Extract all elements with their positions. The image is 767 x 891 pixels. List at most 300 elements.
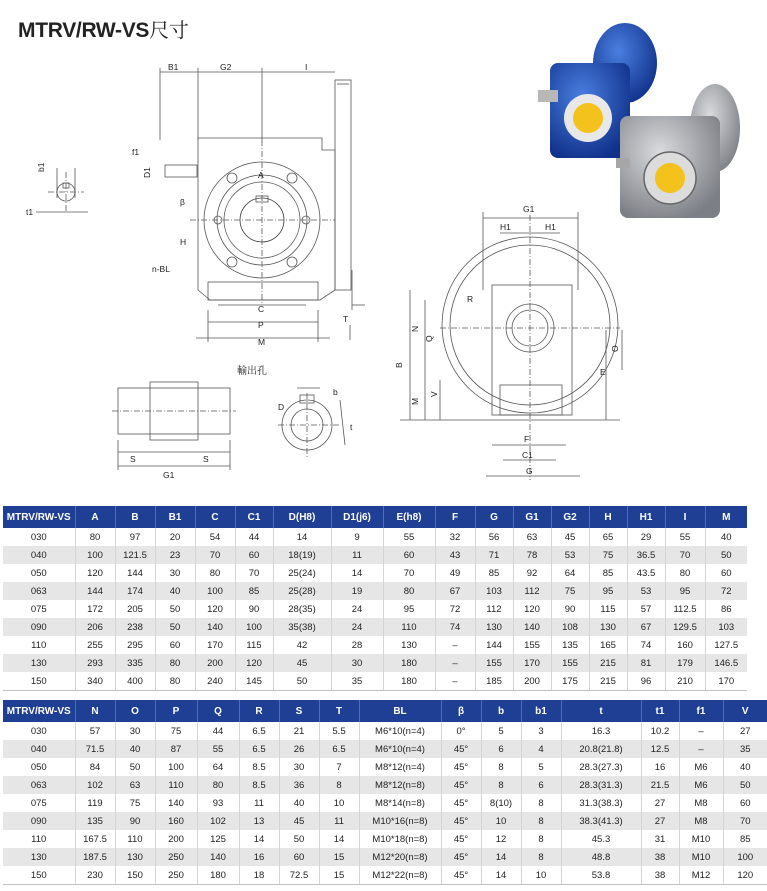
table-cell: 45° (441, 740, 481, 758)
table-cell: 8(10) (481, 794, 521, 812)
table-cell: 74 (435, 618, 475, 636)
label-beta: β (180, 197, 185, 207)
table-cell: 108 (551, 618, 589, 636)
table-cell: 050 (3, 564, 75, 582)
table-cell: 80 (155, 672, 195, 691)
table-cell: 80 (197, 776, 239, 794)
table-cell: 95 (589, 582, 627, 600)
table-cell: 44 (197, 722, 239, 740)
table-cell: 130 (589, 618, 627, 636)
column-header: N (75, 700, 115, 722)
table-cell: 55 (665, 528, 705, 546)
table-cell: 50 (155, 618, 195, 636)
table-cell: 14 (273, 528, 331, 546)
table-cell: 72 (435, 600, 475, 618)
label-n-BL: n-BL (152, 264, 170, 274)
label-P: P (258, 320, 264, 330)
column-header: R (239, 700, 279, 722)
table-cell: 45° (441, 866, 481, 885)
table-cell: 102 (197, 812, 239, 830)
table-cell: 15 (319, 848, 359, 866)
label-I: I (305, 62, 308, 72)
table-cell: 49 (435, 564, 475, 582)
table-cell: 45 (273, 654, 331, 672)
table-cell: 100 (235, 618, 273, 636)
table-cell: 53 (627, 582, 665, 600)
table-cell: 8.5 (239, 776, 279, 794)
table-row (3, 722, 767, 740)
table-cell: 14 (331, 564, 383, 582)
table-cell: 090 (3, 812, 75, 830)
table-cell: 179 (665, 654, 705, 672)
label-A: A (258, 170, 264, 180)
table-cell: 180 (383, 654, 435, 672)
table-cell: 100 (155, 758, 197, 776)
table-row (3, 672, 747, 691)
table-row (3, 600, 747, 618)
table-cell: 250 (155, 866, 197, 885)
table-cell: 71 (475, 546, 513, 564)
table-cell: 129.5 (665, 618, 705, 636)
column-header: B1 (155, 506, 195, 528)
table-cell: 45° (441, 830, 481, 848)
table-cell: 102 (75, 776, 115, 794)
table-cell: 56 (475, 528, 513, 546)
column-header: P (155, 700, 197, 722)
table-cell: 10.2 (641, 722, 679, 740)
table-cell: M12*22(n=8) (359, 866, 441, 885)
table-cell: 67 (627, 618, 665, 636)
label-b1: b1 (36, 162, 46, 172)
table-cell: 335 (115, 654, 155, 672)
table-cell: 155 (475, 654, 513, 672)
table-cell: M12 (679, 866, 723, 885)
table-cell: – (679, 740, 723, 758)
table-row (3, 848, 767, 866)
label-f1: f1 (132, 147, 140, 157)
page-title: MTRV/RW-VS尺寸 (18, 18, 189, 42)
label-B1: B1 (168, 62, 179, 72)
table-cell: 130 (115, 848, 155, 866)
column-header: MTRV/RW-VS (3, 700, 75, 722)
table-cell: 90 (235, 600, 273, 618)
table-row (3, 546, 747, 564)
input-shaft-section (36, 168, 88, 212)
table-cell: 50 (115, 758, 155, 776)
column-header: G1 (513, 506, 551, 528)
front-view-drawing (400, 212, 622, 480)
column-header: G2 (551, 506, 589, 528)
table-cell: 10 (481, 812, 521, 830)
column-header: t1 (641, 700, 679, 722)
table-cell: 11 (319, 812, 359, 830)
table-cell: 23 (155, 546, 195, 564)
table-cell: 44 (235, 528, 273, 546)
table-cell: 38.3(41.3) (561, 812, 641, 830)
table-cell: 100 (75, 546, 115, 564)
table-cell: M8*12(n=8) (359, 776, 441, 794)
table-cell: 040 (3, 546, 75, 564)
table-cell: 125 (197, 830, 239, 848)
table-cell: 72 (705, 582, 747, 600)
table-cell: 35 (723, 740, 767, 758)
label-H1-left: H1 (500, 222, 511, 232)
table-cell: M10 (679, 830, 723, 848)
label-E: E (600, 367, 606, 377)
column-header: O (115, 700, 155, 722)
table-cell: 030 (3, 722, 75, 740)
table-cell: 27 (641, 794, 679, 812)
table-cell: 87 (155, 740, 197, 758)
table-row (3, 794, 767, 812)
column-header: S (279, 700, 319, 722)
table-cell: 170 (705, 672, 747, 691)
table-cell: 21 (279, 722, 319, 740)
table-cell: 93 (197, 794, 239, 812)
table-cell: 54 (195, 528, 235, 546)
table-cell: M10*16(n=8) (359, 812, 441, 830)
table-cell: 84 (75, 758, 115, 776)
table-cell: M10 (679, 848, 723, 866)
table-cell: 90 (551, 600, 589, 618)
table-cell: M8 (679, 812, 723, 830)
table-cell: 57 (627, 600, 665, 618)
table-cell: 14 (481, 866, 521, 885)
column-header: M (705, 506, 747, 528)
table-cell: 24 (331, 600, 383, 618)
table-cell: 130 (383, 636, 435, 654)
table-cell: 29 (627, 528, 665, 546)
label-H: H (180, 237, 187, 247)
table-cell: 45 (551, 528, 589, 546)
column-header: C (195, 506, 235, 528)
table-cell: 160 (665, 636, 705, 654)
table-row (3, 582, 747, 600)
table-row (3, 636, 747, 654)
table-cell: 60 (235, 546, 273, 564)
table-cell: M8 (679, 794, 723, 812)
column-header: C1 (235, 506, 273, 528)
table-cell: 35 (331, 672, 383, 691)
table-cell: 81 (627, 654, 665, 672)
table-cell: 6.5 (319, 740, 359, 758)
table-row (3, 776, 767, 794)
table-cell: 70 (383, 564, 435, 582)
table-cell: M8*12(n=4) (359, 758, 441, 776)
table-cell: 127.5 (714, 639, 739, 651)
table-cell: 110 (383, 618, 435, 636)
table-cell: 85 (475, 564, 513, 582)
table-cell: 50 (155, 600, 195, 618)
label-V: V (429, 391, 439, 397)
column-header: D1(j6) (331, 506, 383, 528)
column-header: t (561, 700, 641, 722)
table-cell: 5 (481, 722, 521, 740)
table-cell: 205 (115, 600, 155, 618)
table-cell: 150 (3, 672, 75, 691)
table-cell: 250 (155, 848, 197, 866)
table-cell: 35(38) (273, 618, 331, 636)
table-cell: 11 (239, 794, 279, 812)
table-cell: M10*18(n=8) (359, 830, 441, 848)
table-cell: 31.3(38.3) (561, 794, 641, 812)
label-H1-right: H1 (545, 222, 556, 232)
label-C: C (258, 304, 265, 314)
label-C1: C1 (522, 450, 533, 460)
table-cell: 030 (3, 528, 75, 546)
table-cell: 45.3 (561, 830, 641, 848)
table-row (3, 812, 767, 830)
table-cell: 31 (641, 830, 679, 848)
table-cell: 145 (235, 672, 273, 691)
table-cell: 040 (3, 740, 75, 758)
table-cell: 140 (195, 618, 235, 636)
table-cell: 50 (279, 830, 319, 848)
table-cell: 180 (197, 866, 239, 885)
label-t1: t1 (26, 207, 34, 217)
table-cell: 120 (195, 600, 235, 618)
table-cell: 38 (641, 848, 679, 866)
table-cell: 45 (279, 812, 319, 830)
table-cell: 8 (521, 830, 561, 848)
table-cell: 6 (521, 776, 561, 794)
table-cell: – (435, 672, 475, 691)
table-cell: 119 (75, 794, 115, 812)
table-cell: 55 (383, 528, 435, 546)
label-G1-top: G1 (523, 204, 535, 214)
table-cell: 400 (115, 672, 155, 691)
table-cell: 92 (513, 564, 551, 582)
table-cell: 170 (513, 654, 551, 672)
column-header: V (723, 700, 767, 722)
table-cell: 140 (513, 618, 551, 636)
label-output-hole: 輸出孔 (237, 366, 267, 377)
table-cell: 70 (665, 546, 705, 564)
table-cell: 103 (475, 582, 513, 600)
table-cell: 42 (273, 636, 331, 654)
table-cell: 112 (475, 600, 513, 618)
table-cell: 63 (115, 776, 155, 794)
table-cell: 295 (115, 636, 155, 654)
table-cell: 121.5 (115, 546, 155, 564)
table-cell: 78 (513, 546, 551, 564)
table-cell: 150 (115, 866, 155, 885)
column-header: G (475, 506, 513, 528)
table-cell: 200 (195, 654, 235, 672)
table-cell: 64 (551, 564, 589, 582)
table-cell: 75 (155, 722, 197, 740)
table-cell: 74 (627, 636, 665, 654)
table-cell: 60 (155, 636, 195, 654)
table-cell: 60 (383, 546, 435, 564)
table-row (3, 654, 747, 672)
table-cell: 20.8(21.8) (561, 740, 641, 758)
table-cell: 55 (197, 740, 239, 758)
table-cell: M6 (679, 758, 723, 776)
table-cell: 144 (475, 636, 513, 654)
label-t: t (350, 422, 353, 432)
table-cell: 80 (195, 564, 235, 582)
table-cell: 8.5 (239, 758, 279, 776)
table-cell: 50 (273, 672, 331, 691)
table-cell: M8*14(n=8) (359, 794, 441, 812)
table-cell: 28 (331, 636, 383, 654)
table-cell: 95 (383, 600, 435, 618)
table-cell: 32 (435, 528, 475, 546)
label-R: R (467, 294, 474, 304)
table-cell: 75 (551, 582, 589, 600)
table-cell: 80 (75, 528, 115, 546)
table-cell: 110 (115, 830, 155, 848)
table-cell: 80 (155, 654, 195, 672)
table-cell: 185 (475, 672, 513, 691)
table-cell: 155 (513, 636, 551, 654)
table-cell: 97 (115, 528, 155, 546)
column-header: MTRV/RW-VS (3, 506, 75, 528)
table-cell: 7 (319, 758, 359, 776)
label-O: O (610, 345, 620, 352)
table-row (3, 618, 747, 636)
table-cell: 14 (481, 848, 521, 866)
table-cell: 70 (195, 546, 235, 564)
table-cell: – (435, 654, 475, 672)
table-cell: 65 (589, 528, 627, 546)
table-cell: 167.5 (75, 830, 115, 848)
table-cell: 72.5 (279, 866, 319, 885)
table-cell: 85 (589, 564, 627, 582)
table-cell: 36 (279, 776, 319, 794)
table-cell: 67 (435, 582, 475, 600)
table-cell: – (679, 722, 723, 740)
table-cell: 85 (235, 582, 273, 600)
table-cell: 57 (75, 722, 115, 740)
table-cell: 13 (239, 812, 279, 830)
table-cell: 28.3(27.3) (561, 758, 641, 776)
column-header: A (75, 506, 115, 528)
table-cell: 24 (331, 618, 383, 636)
table-cell: 75 (115, 794, 155, 812)
table-cell: 53.8 (561, 866, 641, 885)
table-cell: 144 (115, 564, 155, 582)
table-cell: 150 (3, 866, 75, 885)
table-cell: 16 (239, 848, 279, 866)
table-cell: 075 (3, 794, 75, 812)
table-row (3, 528, 747, 546)
output-hole-drawing (112, 382, 345, 470)
table-cell: 6.5 (239, 722, 279, 740)
table-cell: 112 (513, 582, 551, 600)
table-cell: 8 (481, 758, 521, 776)
table-cell: 80 (383, 582, 435, 600)
table-cell: 70 (235, 564, 273, 582)
table-cell: M6 (679, 776, 723, 794)
table-cell: 135 (551, 636, 589, 654)
table-cell: 8 (481, 776, 521, 794)
table-cell: 144 (75, 582, 115, 600)
table-cell: 71.5 (75, 740, 115, 758)
column-header: H1 (627, 506, 665, 528)
table-cell: 255 (75, 636, 115, 654)
table-cell: 160 (155, 812, 197, 830)
table-cell: – (435, 636, 475, 654)
table-cell: 25(24) (273, 564, 331, 582)
table-cell: 60 (720, 567, 732, 579)
table-cell: 25(28) (273, 582, 331, 600)
table-row (3, 740, 767, 758)
table-cell: 187.5 (75, 848, 115, 866)
table-cell: 75 (589, 546, 627, 564)
table-cell: 45° (441, 848, 481, 866)
label-S-right: S (203, 454, 209, 464)
table-cell: 120 (513, 600, 551, 618)
label-Q: Q (424, 335, 434, 342)
table-cell: 110 (155, 776, 197, 794)
table-cell: 40 (155, 582, 195, 600)
table-cell: 8 (521, 794, 561, 812)
table-cell: 8 (521, 848, 561, 866)
table-cell: 86 (720, 603, 732, 615)
table-cell: 5 (521, 758, 561, 776)
table-cell: 43.5 (627, 564, 665, 582)
side-view-drawing (160, 68, 365, 342)
column-header: D(H8) (273, 506, 331, 528)
table-cell: 14 (239, 830, 279, 848)
table-cell: 10 (521, 866, 561, 885)
table-cell: 45° (441, 794, 481, 812)
table-cell: 16 (641, 758, 679, 776)
column-header: b (481, 700, 521, 722)
table-cell: 240 (195, 672, 235, 691)
label-G1-bottom: G1 (163, 470, 175, 480)
column-header: T (319, 700, 359, 722)
table-cell: 200 (513, 672, 551, 691)
table-cell: 180 (383, 672, 435, 691)
label-F: F (524, 434, 530, 444)
table-cell: 0° (441, 722, 481, 740)
label-D: D (278, 402, 285, 412)
table-cell: 19 (331, 582, 383, 600)
table-cell: 28(35) (273, 600, 331, 618)
label-B: B (394, 362, 404, 368)
table-cell: 50 (705, 546, 747, 564)
spec-table-2 (3, 700, 767, 885)
table-cell: 115 (235, 636, 273, 654)
table-cell: 110 (3, 830, 75, 848)
table-cell: 36.5 (627, 546, 665, 564)
table-cell: 28.3(31.3) (561, 776, 641, 794)
table-cell: 100 (723, 848, 767, 866)
column-header: BL (359, 700, 441, 722)
column-header: I (665, 506, 705, 528)
table-cell: M6*10(n=4) (359, 740, 441, 758)
table-cell: 18(19) (273, 546, 331, 564)
table-1-header (3, 506, 747, 528)
table-cell: 130 (475, 618, 513, 636)
table-cell: 120 (235, 654, 273, 672)
table-cell: 15 (319, 866, 359, 885)
table-cell: 140 (155, 794, 197, 812)
label-N: N (410, 325, 420, 332)
table-cell: 120 (723, 866, 767, 885)
table-cell: 48.8 (561, 848, 641, 866)
table-cell: 6.5 (239, 740, 279, 758)
table-cell: 230 (75, 866, 115, 885)
table-cell: 3 (521, 722, 561, 740)
label-D1: D1 (142, 167, 152, 178)
label-G2: G2 (220, 62, 232, 72)
table-cell: 172 (75, 600, 115, 618)
table-cell: 075 (3, 600, 75, 618)
